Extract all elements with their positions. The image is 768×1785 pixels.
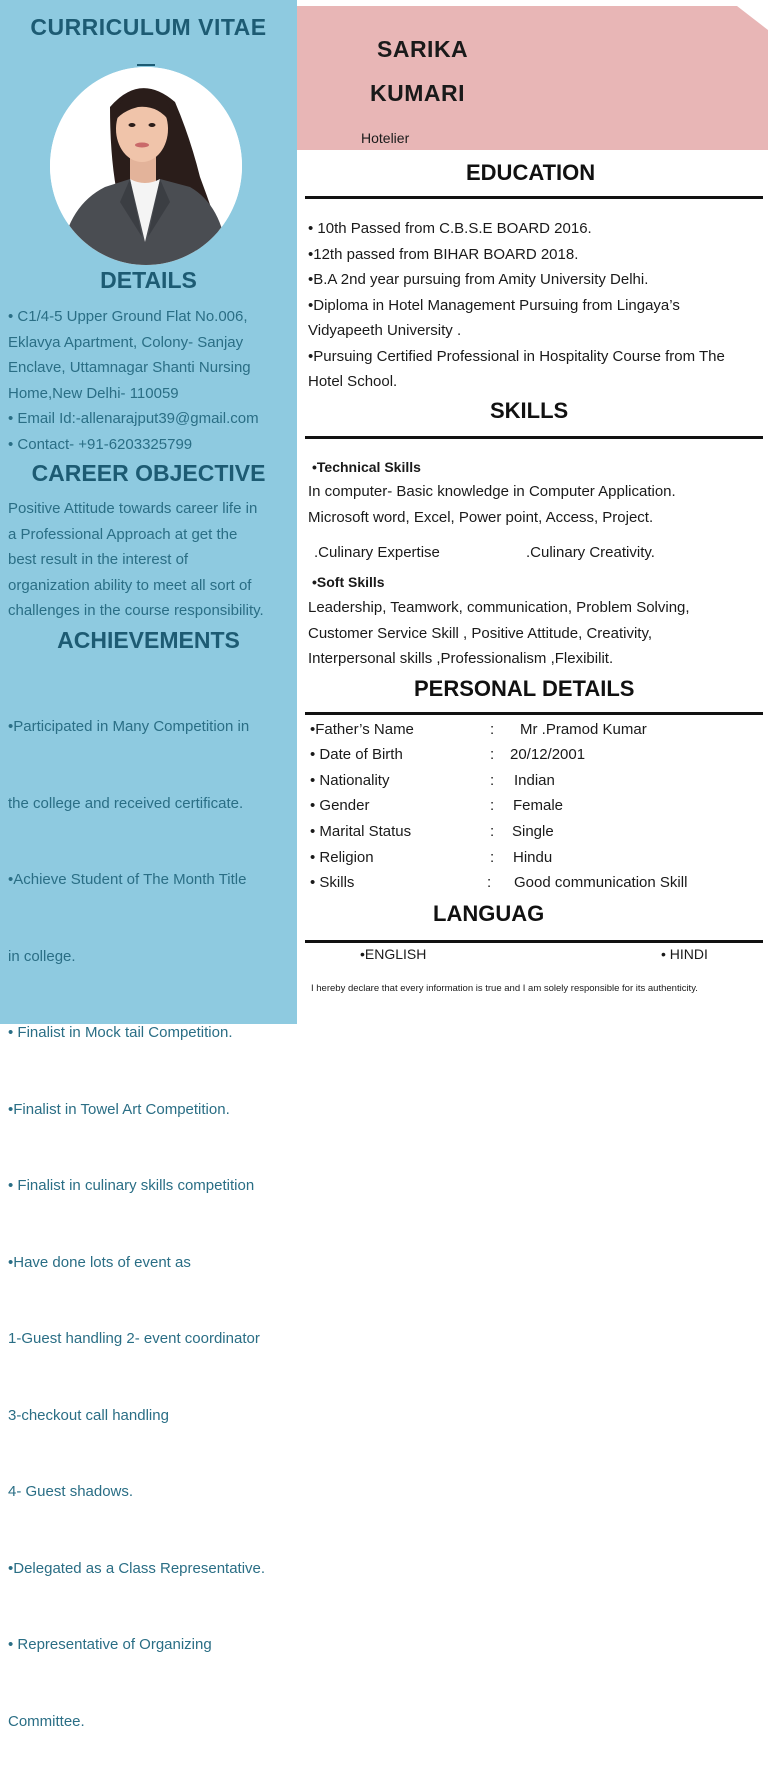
details-line: Home,New Delhi- 110059 xyxy=(8,384,179,402)
row-key: • Nationality xyxy=(310,772,390,789)
technical-skills-label: •Technical Skills xyxy=(312,459,421,475)
achievement-line: 4- Guest shadows. xyxy=(8,1483,134,1500)
personal-row xyxy=(310,746,760,770)
row-colon: : xyxy=(490,721,495,738)
soft-line: Interpersonal skills ,Professionalism ,Flexibilit. xyxy=(308,650,614,667)
achievement-line: 1-Guest handling 2- event coordinator xyxy=(8,1330,260,1347)
achievement-line: • Finalist in culinary skills competition xyxy=(8,1177,255,1194)
row-value: Female xyxy=(513,797,564,814)
soft-skills-text xyxy=(308,595,763,672)
education-item: •12th passed from BIHAR BOARD 2018. xyxy=(308,245,579,263)
title-dash xyxy=(137,64,155,66)
education-list xyxy=(308,216,763,395)
details-heading: DETAILS xyxy=(100,267,197,293)
row-key: • Marital Status xyxy=(310,823,412,840)
row-key: • Date of Birth xyxy=(310,746,403,763)
achievement-line: •Delegated as a Class Representative. xyxy=(8,1559,266,1577)
personal-row xyxy=(310,874,760,898)
technical-line: In computer- Basic knowledge in Computer Application. xyxy=(308,483,676,500)
name-header-box xyxy=(297,6,768,150)
achievement-line: • Representative of Organizing xyxy=(8,1636,212,1653)
achievement-line: •Finalist in Towel Art Competition. xyxy=(8,1100,230,1118)
language-item: • HINDI xyxy=(661,946,708,962)
objective-line: best result in the interest of xyxy=(8,551,189,568)
achievement-line: • Finalist in Mock tail Competition. xyxy=(8,1024,233,1041)
education-item: •B.A 2nd year pursuing from Amity University Delhi. xyxy=(308,271,649,288)
row-colon: : xyxy=(490,823,495,840)
language-item: •ENGLISH xyxy=(360,946,427,962)
personal-row xyxy=(310,721,760,745)
culinary-creativity: .Culinary Creativity. xyxy=(526,544,655,561)
row-colon: : xyxy=(490,772,495,789)
personal-row xyxy=(310,797,760,821)
personal-row xyxy=(310,772,760,796)
portrait-image xyxy=(50,67,242,265)
achievement-line: •Achieve Student of The Month Title xyxy=(8,871,247,888)
job-title: Hotelier xyxy=(361,130,410,146)
education-divider xyxy=(305,196,763,199)
achievements-heading: ACHIEVEMENTS xyxy=(57,627,240,653)
education-item: Hotel School. xyxy=(308,373,398,390)
cv-title: CURRICULUM VITAE xyxy=(30,14,267,40)
first-name: SARIKA xyxy=(377,36,469,62)
details-text xyxy=(8,304,292,457)
achievement-line: 3-checkout call handling xyxy=(8,1406,169,1424)
career-objective-heading: CAREER OBJECTIVE xyxy=(31,460,266,486)
education-item: Vidyapeeth University . xyxy=(308,322,462,339)
education-heading: EDUCATION xyxy=(466,160,596,185)
objective-line: a Professional Approach at get the xyxy=(8,525,238,543)
personal-row xyxy=(310,823,760,847)
objective-line: organization ability to meet all sort of xyxy=(8,576,252,594)
soft-line: Customer Service Skill , Positive Attitude, Creativity, xyxy=(308,624,653,642)
contact-line: • Contact- +91-6203325799 xyxy=(8,435,193,453)
personal-divider xyxy=(305,712,763,715)
row-colon: : xyxy=(490,849,495,866)
personal-row xyxy=(310,849,760,873)
objective-line: challenges in the course responsibility. xyxy=(8,602,264,619)
last-name: KUMARI xyxy=(370,80,465,106)
row-value: 20/12/2001 xyxy=(510,746,586,763)
technical-skills-text xyxy=(308,479,763,530)
languages-heading: LANGUAG xyxy=(433,901,545,926)
profile-photo xyxy=(50,67,242,265)
details-line: Enclave, Uttamnagar Shanti Nursing xyxy=(8,359,251,376)
row-key: • Gender xyxy=(310,797,370,814)
achievements-text xyxy=(8,663,292,1785)
row-key: •Father’s Name xyxy=(310,721,414,738)
languages-divider xyxy=(305,940,763,943)
career-objective-text xyxy=(8,496,292,624)
details-line: • C1/4-5 Upper Ground Flat No.006, xyxy=(8,308,248,325)
row-key: • Skills xyxy=(310,874,355,891)
achievement-line: in college. xyxy=(8,947,76,965)
achievement-line: •Have done lots of event as xyxy=(8,1253,191,1271)
achievement-line: the college and received certificate. xyxy=(8,794,244,812)
achievement-line: Committee. xyxy=(8,1712,85,1730)
culinary-expertise: .Culinary Expertise xyxy=(314,544,440,561)
row-value: Hindu xyxy=(513,849,553,866)
technical-line: Microsoft word, Excel, Power point, Access, Project. xyxy=(308,508,654,526)
skills-heading: SKILLS xyxy=(490,398,569,423)
row-colon: : xyxy=(487,874,492,891)
objective-line: Positive Attitude towards career life in xyxy=(8,500,258,517)
email-line: • Email Id:-allenarajput39@gmail.com xyxy=(8,410,259,427)
education-item: •Diploma in Hotel Management Pursuing from Lingaya’s xyxy=(308,296,680,314)
education-item: • 10th Passed from C.B.S.E BOARD 2016. xyxy=(308,220,592,237)
skills-divider xyxy=(305,436,763,439)
row-key: • Religion xyxy=(310,849,374,866)
row-value: Good communication Skill xyxy=(514,874,688,891)
personal-details-heading: PERSONAL DETAILS xyxy=(414,676,635,701)
declaration-text: I hereby declare that every information is true and I am solely responsible for its authenticity. xyxy=(311,983,698,994)
row-value: Indian xyxy=(514,772,555,789)
row-value: Mr .Pramod Kumar xyxy=(520,721,647,738)
soft-skills-label: •Soft Skills xyxy=(312,574,385,590)
achievement-line: •Participated in Many Competition in xyxy=(8,718,250,735)
row-colon: : xyxy=(490,797,495,814)
row-colon: : xyxy=(490,746,495,763)
row-value: Single xyxy=(512,823,554,840)
education-item: •Pursuing Certified Professional in Hospitality Course from The xyxy=(308,347,725,365)
details-line: Eklavya Apartment, Colony- Sanjay xyxy=(8,333,244,351)
left-sidebar xyxy=(0,0,297,1730)
soft-line: Leadership, Teamwork, communication, Problem Solving, xyxy=(308,599,690,616)
